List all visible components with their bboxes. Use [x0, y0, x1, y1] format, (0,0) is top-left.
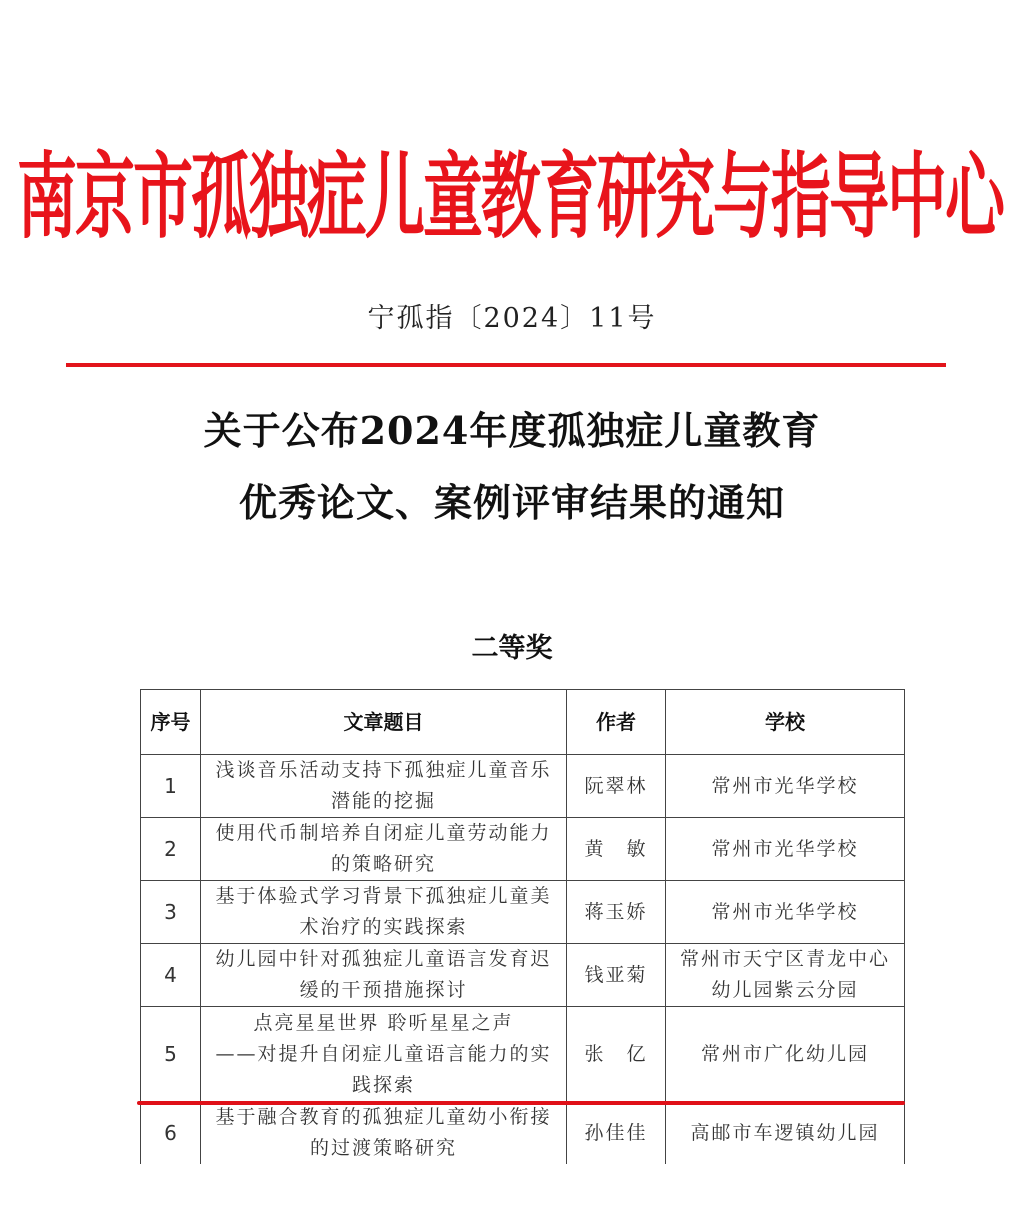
article-title — [201, 755, 567, 818]
article-title — [201, 1102, 567, 1165]
author-name: 黄 敏 — [567, 818, 666, 881]
row-number: 2 — [141, 818, 201, 881]
article-title — [201, 818, 567, 881]
table-row — [141, 944, 905, 1007]
table-row — [141, 881, 905, 944]
school-name — [666, 1007, 905, 1102]
school-name — [666, 881, 905, 944]
table-header-row — [141, 690, 905, 755]
article-title-line: 潜能的挖掘 — [330, 790, 436, 812]
column-header-school: 学校 — [666, 690, 905, 755]
article-title-line: 践探索 — [351, 1073, 415, 1096]
notice-title-line-1: 关于公布2024年度孤独症儿童教育 — [203, 408, 821, 453]
article-title-line: 使用代币制培养自闭症儿童劳动能力 — [215, 822, 552, 844]
school-name-line: 常州市广化幼儿园 — [700, 1042, 869, 1065]
article-title-line: 的策略研究 — [330, 853, 436, 875]
section-heading: 二等奖 — [471, 633, 553, 664]
column-header-title: 文章题目 — [201, 690, 567, 755]
article-title-line: 术治疗的实践探索 — [299, 916, 468, 938]
article-title-line: 幼儿园中针对孤独症儿童语言发育迟 — [215, 948, 552, 970]
article-title — [201, 881, 567, 944]
column-header-no: 序号 — [141, 690, 201, 755]
table-row — [141, 818, 905, 881]
row-number: 3 — [141, 881, 201, 944]
table-row — [141, 755, 905, 818]
row-number: 1 — [141, 755, 201, 818]
article-title — [201, 944, 567, 1007]
school-name-line: 高邮市车逻镇幼儿园 — [690, 1121, 880, 1144]
author-name: 蒋玉娇 — [567, 881, 666, 944]
award-table — [140, 689, 905, 1164]
article-title-line: 基于体验式学习背景下孤独症儿童美 — [215, 885, 552, 907]
table-row — [141, 1007, 905, 1102]
author-name: 孙佳佳 — [567, 1102, 666, 1165]
notice-title-line-2: 优秀论文、案例评审结果的通知 — [238, 480, 785, 525]
article-title-line: 缓的干预措施探讨 — [299, 979, 468, 1001]
article-title-line: ——对提升自闭症儿童语言能力的实 — [215, 1042, 552, 1065]
school-name — [666, 944, 905, 1007]
table-row — [141, 1102, 905, 1165]
school-name — [666, 755, 905, 818]
article-title-line: 浅谈音乐活动支持下孤独症儿童音乐 — [215, 759, 552, 781]
row-number: 4 — [141, 944, 201, 1007]
article-title-line: 基于融合教育的孤独症儿童幼小衔接 — [215, 1106, 552, 1128]
school-name-line: 常州市光华学校 — [711, 900, 859, 923]
school-name-line: 常州市光华学校 — [711, 837, 859, 860]
column-header-author: 作者 — [567, 690, 666, 755]
article-title — [201, 1007, 567, 1102]
org-masthead: 南京市孤独症儿童教育研究与指导中心 — [17, 143, 1003, 252]
school-name-line: 常州市天宁区青龙中心 — [679, 948, 890, 970]
author-name: 张 亿 — [567, 1007, 666, 1102]
row-number: 6 — [141, 1102, 201, 1165]
header-divider — [66, 363, 946, 367]
school-name — [666, 1102, 905, 1165]
author-name: 钱亚菊 — [567, 944, 666, 1007]
school-name — [666, 818, 905, 881]
article-title-line: 的过渡策略研究 — [309, 1137, 457, 1159]
school-name-line: 幼儿园紫云分园 — [711, 979, 859, 1001]
row-number: 5 — [141, 1007, 201, 1102]
highlight-underline — [137, 1101, 905, 1105]
author-name: 阮翠林 — [567, 755, 666, 818]
school-name-line: 常州市光华学校 — [711, 774, 859, 797]
document-number: 宁孤指〔2024〕11号 — [367, 303, 657, 334]
article-title-line: 点亮星星世界 聆听星星之声 — [253, 1011, 514, 1034]
